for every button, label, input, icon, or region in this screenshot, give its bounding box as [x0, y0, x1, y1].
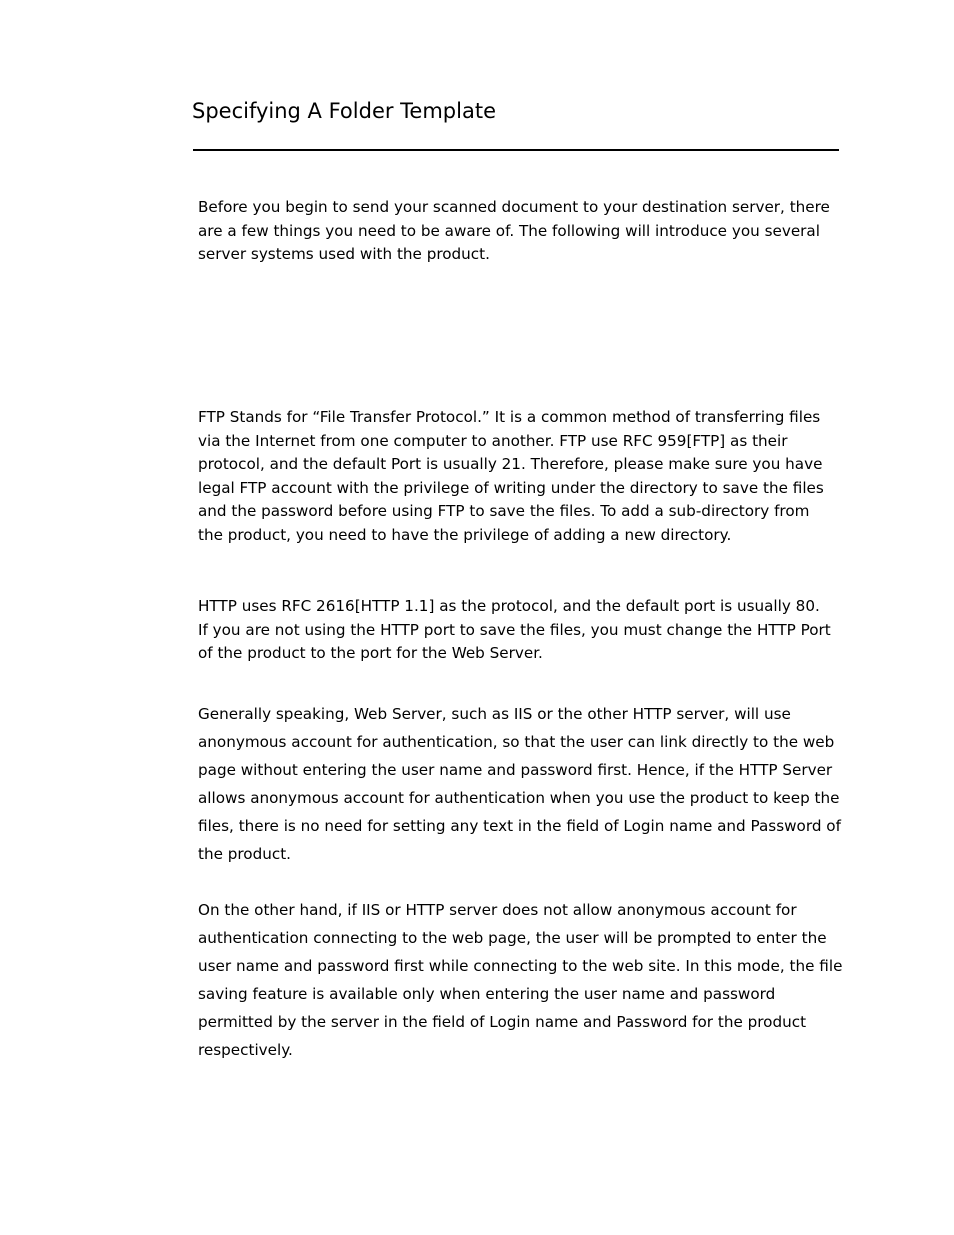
text-line: saving feature is available only when entering the user name and password	[198, 985, 776, 1003]
text-line: server systems used with the product.	[198, 245, 490, 263]
text-line: of the product to the port for the Web Server.	[198, 644, 543, 662]
text-line: allows anonymous account for authentication when you use the product to keep the	[198, 789, 840, 807]
text-line: are a few things you need to be aware of. The following will introduce you several	[198, 221, 820, 240]
text-line: the product, you need to have the privilege of adding a new directory.	[198, 525, 732, 544]
text-line: permitted by the server in the field of Login name and Password for the product	[198, 1013, 807, 1031]
ftp-paragraph	[198, 406, 870, 547]
text-line: protocol, and the default Port is usually 21. Therefore, please make sure you have	[198, 455, 823, 473]
text-line: page without entering the user name and password first. Hence, if the HTTP Server	[198, 761, 833, 779]
text-line: Before you begin to send your scanned document to your destination server, there	[198, 198, 830, 216]
text-line: Generally speaking, Web Server, such as IIS or the other HTTP server, will use	[198, 705, 791, 723]
anonymous-auth-paragraph	[198, 700, 870, 868]
text-line: HTTP uses RFC 2616[HTTP 1.1] as the protocol, and the default port is usually 80.	[198, 597, 820, 615]
text-line: respectively.	[198, 1041, 293, 1059]
http-paragraph	[198, 595, 870, 666]
text-line: anonymous account for authentication, so that the user can link directly to the web	[198, 733, 835, 751]
text-line: FTP Stands for “File Transfer Protocol.” It is a common method of transferring files	[198, 408, 821, 426]
title-divider	[193, 149, 839, 151]
text-line: legal FTP account with the privilege of writing under the directory to save the files	[198, 478, 824, 497]
text-line: the product.	[198, 845, 291, 863]
text-line: user name and password first while connecting to the web site. In this mode, the file	[198, 957, 843, 975]
text-line: and the password before using FTP to save the files. To add a sub-directory from	[198, 502, 810, 520]
text-line: via the Internet from one computer to another. FTP use RFC 959[FTP] as their	[198, 431, 788, 450]
text-line: authentication connecting to the web page, the user will be prompted to enter the	[198, 929, 827, 947]
page-title: Specifying A Folder Template	[192, 99, 496, 123]
no-anonymous-auth-paragraph	[198, 896, 870, 1064]
text-line: If you are not using the HTTP port to save the files, you must change the HTTP Port	[198, 620, 831, 639]
text-line: On the other hand, if IIS or HTTP server does not allow anonymous account for	[198, 901, 797, 919]
intro-paragraph	[198, 196, 870, 267]
text-line: files, there is no need for setting any text in the field of Login name and Password of	[198, 817, 841, 835]
